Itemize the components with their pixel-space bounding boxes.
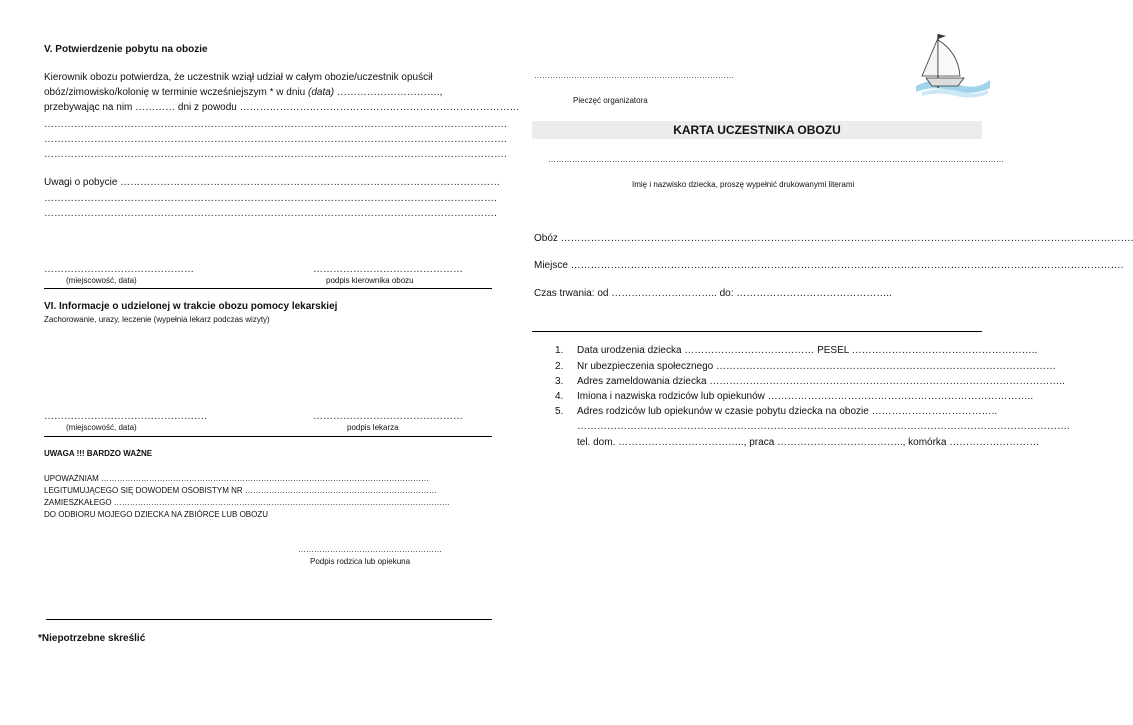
item-number-2: 2. xyxy=(555,361,564,372)
place-date-label: (miejscowość, data) xyxy=(66,276,137,285)
section-5-line-3[interactable]: przebywając na nim ………… dni z powodu ………………………………………………………………………… xyxy=(44,102,520,113)
parents-address-continuation[interactable]: …………………………………………………………………………………………………………………………………. xyxy=(577,421,1070,432)
item-number-1: 1. xyxy=(555,345,564,356)
section-5-line-1: Kierownik obozu potwierdza, że uczestnik wziął udział w całym obozie/uczestnik opuścił xyxy=(44,72,433,83)
place-date-label-2: (miejscowość, data) xyxy=(66,423,137,432)
section-5-line-2: obóz/zimowisko/kolonię w terminie wcześniejszym * w dniu (data) …………………………., xyxy=(44,87,443,98)
section-6-title: VI. Informacje o udzielonej w trakcie obozu pomocy lekarskiej xyxy=(44,301,338,312)
birth-date-pesel-field[interactable]: Data urodzenia dziecka ………………………………… PESEL ……………………………………………….. xyxy=(577,345,1038,356)
item-number-5: 5. xyxy=(555,406,564,417)
bottom-divider xyxy=(46,619,492,620)
parent-signature-field[interactable]: ……………………………………………… xyxy=(298,545,442,554)
child-name-field[interactable]: ……………………………………………………………………………………………………………………………………………………… xyxy=(548,155,1004,164)
reason-dotted-line-3[interactable]: …………………………………………………………………………………………………………………………. xyxy=(44,149,507,160)
section-divider xyxy=(44,288,492,289)
registered-address-field[interactable]: Adres zameldowania dziecka …………………………………………………………………………………………….. xyxy=(577,376,1065,387)
parents-names-field[interactable]: Imiona i nazwiska rodziców lub opiekunów …………………………………………………………………….. xyxy=(577,391,1034,402)
duration-field[interactable]: Czas trwania: od ………………………….. do: ……………………………………….. xyxy=(534,288,892,299)
remarks-label[interactable]: Uwagi o pobycie …………………………………………………………………………………………………… xyxy=(44,177,501,188)
authorization-line-2[interactable]: LEGITUMUJĄCEGO SIĘ DOWODEM OSOBISTYM NR ……………………………………………………………… xyxy=(44,486,437,495)
phone-numbers-field[interactable]: tel. dom. ……………………………….., praca ……………………………….., komórka ……………………… xyxy=(577,437,1040,448)
child-name-label: Imię i nazwisko dziecka, proszę wypełnić drukowanymi literami xyxy=(632,180,855,189)
item-number-3: 3. xyxy=(555,376,564,387)
authorization-line-1[interactable]: UPOWAŻNIAM …………………………………………………………………………………………………………… xyxy=(44,474,430,483)
section-5-title: V. Potwierdzenie pobytu na obozie xyxy=(44,44,208,55)
warning-title: UWAGA !!! BARDZO WAŻNE xyxy=(44,449,153,458)
doctor-signature-field[interactable]: ……………………………………… xyxy=(313,411,463,422)
remarks-dotted-line-1[interactable]: ………………………………………………………………………………………………………………………. xyxy=(44,193,497,204)
right-divider xyxy=(532,331,982,332)
organizer-stamp-field[interactable]: ………………………………………………………………… xyxy=(534,71,734,80)
section-divider-2 xyxy=(44,436,492,437)
sailboat-logo-icon xyxy=(912,30,992,110)
reason-dotted-line-2[interactable]: …………………………………………………………………………………………………………………………. xyxy=(44,134,507,145)
remarks-dotted-line-2[interactable]: ………………………………………………………………………………………………………………………. xyxy=(44,208,497,219)
camp-field[interactable]: Obóz ………………………………………………………………………………………………………………………………………………………. xyxy=(534,233,1133,244)
leader-signature-field[interactable]: ……………………………………… xyxy=(313,264,463,275)
card-title: KARTA UCZESTNIKA OBOZU xyxy=(532,121,982,139)
place-date-field-2[interactable]: …………………………………………. xyxy=(44,411,207,422)
authorization-line-4: DO ODBIORU MOJEGO DZIECKA NA ZBIÓRCE LUB OBOZU xyxy=(44,510,269,519)
footnote: *Niepotrzebne skreślić xyxy=(38,633,146,644)
authorization-line-3[interactable]: ZAMIESZKAŁEGO ……………………………………………………………………………………………………………… xyxy=(44,498,450,507)
place-date-field[interactable]: ……………………………………… xyxy=(44,264,194,275)
section-6-subtitle: Zachorowanie, urazy, leczenie (wypełnia lekarz podczas wizyty) xyxy=(44,315,270,324)
item-number-4: 4. xyxy=(555,391,564,402)
leader-signature-label: podpis kierownika obozu xyxy=(326,276,414,285)
doctor-signature-label: podpis lekarza xyxy=(347,423,399,432)
insurance-number-field[interactable]: Nr ubezpieczenia społecznego ………………………………………………………………………………………… xyxy=(577,361,1056,372)
parent-signature-label: Podpis rodzica lub opiekuna xyxy=(310,557,411,566)
parents-address-field[interactable]: Adres rodziców lub opiekunów w czasie pobytu dziecka na obozie ……………………………….. xyxy=(577,406,998,417)
organizer-stamp-label: Pieczęć organizatora xyxy=(573,96,648,105)
reason-dotted-line-1[interactable]: …………………………………………………………………………………………………………………………. xyxy=(44,119,507,130)
location-field[interactable]: Miejsce …………………………………………………………………………………………………………………………………………………. xyxy=(534,260,1124,271)
